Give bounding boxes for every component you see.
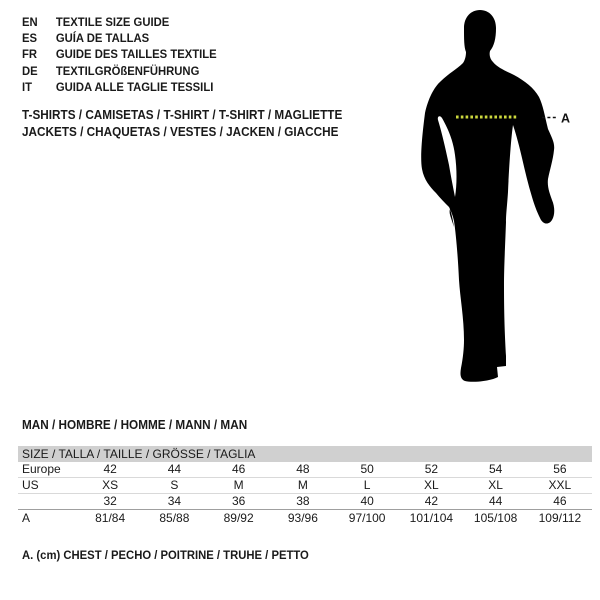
row-label: US <box>22 478 39 492</box>
size-value: 40 <box>360 494 374 508</box>
language-text: TEXTILE SIZE GUIDE <box>55 15 170 29</box>
size-value: 34 <box>167 494 182 508</box>
language-code: FR <box>22 47 38 62</box>
size-value: 32 <box>103 494 117 508</box>
size-value: 44 <box>488 494 503 508</box>
measurement-footnote: A. (cm) CHEST / PECHO / POITRINE / TRUHE / PETTO <box>22 548 309 562</box>
man-silhouette-figure <box>410 6 575 390</box>
language-text: GUIDA ALLE TAGLIE TESSILI <box>55 79 214 94</box>
size-value: S <box>170 478 179 492</box>
size-value: 81/84 <box>95 510 126 525</box>
language-row-en <box>22 14 217 30</box>
language-code: EN <box>22 15 38 29</box>
size-value: 50 <box>360 462 374 476</box>
language-text: GUIDE DES TAILLES TEXTILE <box>55 47 217 62</box>
language-row-de <box>22 63 217 79</box>
size-value: 44 <box>167 462 182 476</box>
row-label: Europe <box>22 462 61 476</box>
measure-label-a: A <box>561 111 571 126</box>
size-table <box>18 446 592 526</box>
size-value: 46 <box>553 494 567 508</box>
language-text: GUÍA DE TALLAS <box>55 31 150 46</box>
size-value: 56 <box>553 462 567 476</box>
size-value: 42 <box>424 494 439 508</box>
size-value: 85/88 <box>159 510 190 525</box>
size-value: 48 <box>296 462 310 476</box>
language-list <box>22 14 217 95</box>
size-value: M <box>297 478 308 492</box>
section-title-man: MAN / HOMBRE / HOMME / MANN / MAN <box>22 418 248 432</box>
row-label: A <box>22 510 31 525</box>
size-value: 36 <box>231 494 246 508</box>
size-value: 101/104 <box>409 510 454 525</box>
size-value: XXL <box>548 478 572 492</box>
garment-categories <box>22 107 342 140</box>
size-value: 46 <box>231 462 246 476</box>
size-value: L <box>363 478 371 492</box>
size-table-header: SIZE / TALLA / TAILLE / GRÖSSE / TAGLIA <box>18 446 592 462</box>
size-value: 52 <box>424 462 439 476</box>
size-value: 97/100 <box>348 510 386 525</box>
language-row-it <box>22 79 217 95</box>
size-value: 93/96 <box>287 510 318 525</box>
size-value: 105/108 <box>473 510 518 525</box>
table-row-us-letter <box>18 478 592 494</box>
size-value: 54 <box>488 462 503 476</box>
size-value: 89/92 <box>223 510 254 525</box>
size-value: 38 <box>296 494 310 508</box>
man-silhouette-shape <box>421 10 554 382</box>
size-value: 109/112 <box>538 510 582 525</box>
table-row-chest-cm <box>18 510 592 526</box>
language-row-fr <box>22 46 217 62</box>
language-code: IT <box>22 79 33 94</box>
language-text: TEXTILGRÖßENFÜHRUNG <box>55 63 200 78</box>
size-value: XS <box>102 478 119 492</box>
table-row-us-numeric <box>18 494 592 510</box>
size-value: XL <box>488 478 503 492</box>
size-value: 42 <box>103 462 117 476</box>
language-code: ES <box>22 31 38 46</box>
table-row-europe <box>18 462 592 478</box>
category-line-jackets: JACKETS / CHAQUETAS / VESTES / JACKEN / GIACCHE <box>22 124 339 139</box>
language-code: DE <box>22 63 38 78</box>
size-value: M <box>233 478 244 492</box>
size-value: XL <box>424 478 439 492</box>
language-row-es <box>22 30 217 46</box>
category-line-tshirts: T-SHIRTS / CAMISETAS / T-SHIRT / T-SHIRT / MAGLIETTE <box>22 108 343 122</box>
